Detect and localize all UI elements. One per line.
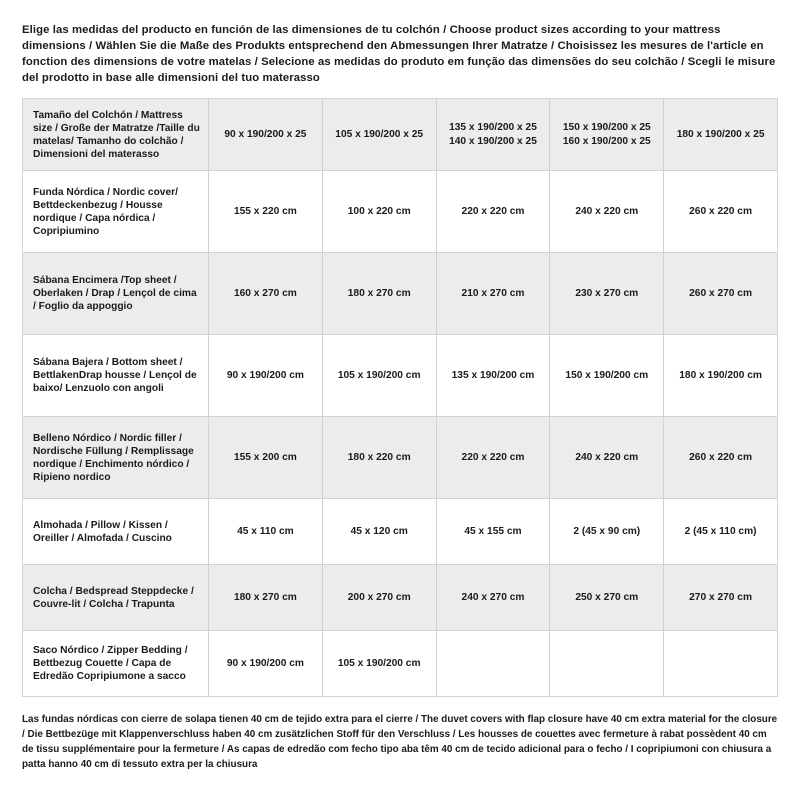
cell-r6-c4 bbox=[550, 631, 664, 697]
cell-r0-c2: 100 x 220 cm bbox=[322, 171, 436, 253]
row-label-bottom-sheet: Sábana Bajera / Bottom sheet / BettlakenDrap housse / Lençol de baixo/ Lenzuolo con angoli bbox=[23, 335, 209, 417]
table-row bbox=[23, 631, 778, 697]
cell-r3-c5: 260 x 220 cm bbox=[664, 417, 778, 499]
cell-r6-c2: 105 x 190/200 cm bbox=[322, 631, 436, 697]
cell-r3-c4: 240 x 220 cm bbox=[550, 417, 664, 499]
cell-r5-c5: 270 x 270 cm bbox=[664, 565, 778, 631]
table-row bbox=[23, 171, 778, 253]
cell-r1-c4: 230 x 270 cm bbox=[550, 253, 664, 335]
cell-r5-c4: 250 x 270 cm bbox=[550, 565, 664, 631]
cell-r4-c4: 2 (45 x 90 cm) bbox=[550, 499, 664, 565]
cell-r3-c3: 220 x 220 cm bbox=[436, 417, 550, 499]
header-col-1: 90 x 190/200 x 25 bbox=[209, 99, 323, 171]
cell-r5-c1: 180 x 270 cm bbox=[209, 565, 323, 631]
header-label-mattress-size: Tamaño del Colchón / Mattress size / Große der Matratze /Taille du matelas/ Tamanho do colchão / Dimensioni del materasso bbox=[23, 99, 209, 171]
cell-r2-c1: 90 x 190/200 cm bbox=[209, 335, 323, 417]
header-col-2: 105 x 190/200 x 25 bbox=[322, 99, 436, 171]
cell-r4-c3: 45 x 155 cm bbox=[436, 499, 550, 565]
intro-paragraph: Elige las medidas del producto en función de las dimensiones de tu colchón / Choose product sizes according to your mattress dimensions / Wählen Sie die Maße des Produkts entsprechend den Abmessungen Ihrer Matratze / Choisissez les mesures de l'article en fonction des dimensions de votre matelas / Selecione as medidas do produto em função das dimensões do seu colchão / Scegli le misure del prodotto in base alle dimensioni del tuo materasso bbox=[22, 24, 776, 85]
table-row bbox=[23, 499, 778, 565]
cell-r3-c1: 155 x 200 cm bbox=[209, 417, 323, 499]
cell-r4-c2: 45 x 120 cm bbox=[322, 499, 436, 565]
header-col-5: 180 x 190/200 x 25 bbox=[664, 99, 778, 171]
row-label-bedspread: Colcha / Bedspread Steppdecke / Couvre-lit / Colcha / Trapunta bbox=[23, 565, 209, 631]
cell-r1-c2: 180 x 270 cm bbox=[322, 253, 436, 335]
cell-r5-c2: 200 x 270 cm bbox=[322, 565, 436, 631]
cell-r2-c3: 135 x 190/200 cm bbox=[436, 335, 550, 417]
cell-r4-c1: 45 x 110 cm bbox=[209, 499, 323, 565]
table-row bbox=[23, 417, 778, 499]
cell-r0-c1: 155 x 220 cm bbox=[209, 171, 323, 253]
cell-r2-c5: 180 x 190/200 cm bbox=[664, 335, 778, 417]
cell-r4-c5: 2 (45 x 110 cm) bbox=[664, 499, 778, 565]
table-row bbox=[23, 565, 778, 631]
cell-r1-c3: 210 x 270 cm bbox=[436, 253, 550, 335]
cell-r3-c2: 180 x 220 cm bbox=[322, 417, 436, 499]
header-col-4: 150 x 190/200 x 25 160 x 190/200 x 25 bbox=[550, 99, 664, 171]
cell-r0-c5: 260 x 220 cm bbox=[664, 171, 778, 253]
table-row bbox=[23, 253, 778, 335]
table-header-row bbox=[23, 99, 778, 171]
header-col-3: 135 x 190/200 x 25 140 x 190/200 x 25 bbox=[436, 99, 550, 171]
cell-r2-c2: 105 x 190/200 cm bbox=[322, 335, 436, 417]
table-row bbox=[23, 335, 778, 417]
cell-r1-c5: 260 x 270 cm bbox=[664, 253, 778, 335]
row-label-top-sheet: Sábana Encimera /Top sheet / Oberlaken / Drap / Lençol de cima / Foglio da appoggio bbox=[23, 253, 209, 335]
cell-r5-c3: 240 x 270 cm bbox=[436, 565, 550, 631]
row-label-pillow: Almohada / Pillow / Kissen / Oreiller / Almofada / Cuscino bbox=[23, 499, 209, 565]
footer-note: Las fundas nórdicas con cierre de solapa tienen 40 cm de tejido extra para el cierre / The duvet covers with flap closure have 40 cm extra material for the closure / Die Bettbezüge mit Klappenverschluss haben 40 cm zusätzlichen Stoff für den Verschluss / Les housses de couettes avec fermeture à rabat possèdent 40 cm de tissu supplémentaire pour la fermeture / As capas de edredão com fecho tipo aba têm 40 cm de tecido adicional para o fecho / I copripiumoni con chiusura a patta hanno 40 cm di tessuto extra per la chiusura bbox=[22, 714, 778, 770]
cell-r0-c4: 240 x 220 cm bbox=[550, 171, 664, 253]
cell-r6-c1: 90 x 190/200 cm bbox=[209, 631, 323, 697]
cell-r6-c5 bbox=[664, 631, 778, 697]
cell-r0-c3: 220 x 220 cm bbox=[436, 171, 550, 253]
row-label-nordic-filler: Belleno Nórdico / Nordic filler / Nordische Füllung / Remplissage nordique / Enchimento nórdico / Ripieno nordico bbox=[23, 417, 209, 499]
row-label-nordic-cover: Funda Nórdica / Nordic cover/ Bettdeckenbezug / Housse nordique / Capa nórdica / Copripiumino bbox=[23, 171, 209, 253]
cell-r6-c3 bbox=[436, 631, 550, 697]
row-label-zipper-bedding: Saco Nórdico / Zipper Bedding / Bettbezug Couette / Capa de Edredão Copripiumone a sacco bbox=[23, 631, 209, 697]
size-table bbox=[22, 98, 778, 697]
cell-r1-c1: 160 x 270 cm bbox=[209, 253, 323, 335]
cell-r2-c4: 150 x 190/200 cm bbox=[550, 335, 664, 417]
